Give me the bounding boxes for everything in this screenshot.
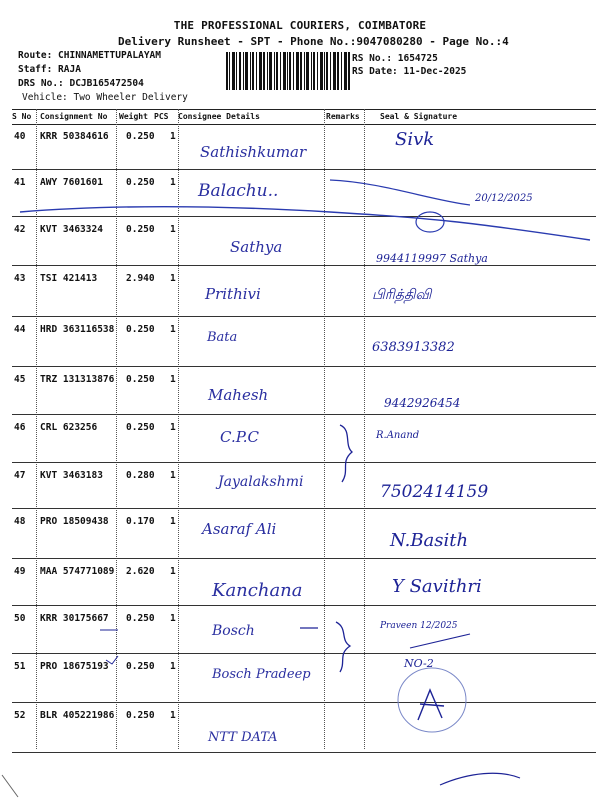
signature: Sivk bbox=[395, 129, 435, 150]
cell-weight: 0.250 bbox=[126, 422, 155, 433]
cell-weight: 0.250 bbox=[126, 324, 155, 335]
cell-pcs: 1 bbox=[170, 661, 176, 672]
cell-weight: 0.250 bbox=[126, 661, 155, 672]
rs-date: RS Date: 11-Dec-2025 bbox=[352, 66, 467, 77]
route: Route: CHINNAMETTUPALAYAM bbox=[18, 50, 161, 61]
cell-sno: 50 bbox=[14, 613, 26, 624]
cell-pcs: 1 bbox=[170, 224, 176, 235]
consignee-name: Asaraf Ali bbox=[202, 520, 277, 538]
signature: 20/12/2025 bbox=[475, 193, 533, 204]
consignee-name: Prithivi bbox=[205, 285, 261, 303]
cell-consignment: HRD 363116538 bbox=[40, 324, 115, 335]
drs-number: DRS No.: DCJB165472504 bbox=[18, 78, 144, 89]
cell-pcs: 1 bbox=[170, 422, 176, 433]
cell-pcs: 1 bbox=[170, 374, 176, 385]
cell-weight: 2.620 bbox=[126, 566, 155, 577]
col-remarks: Remarks bbox=[326, 112, 360, 121]
cell-weight: 0.250 bbox=[126, 613, 155, 624]
cell-consignment: KVT 3463324 bbox=[40, 224, 103, 235]
col-pcs: PCS bbox=[154, 112, 169, 121]
cell-sno: 48 bbox=[14, 516, 26, 527]
cell-weight: 0.250 bbox=[126, 131, 155, 142]
consignee-name: NTT DATA bbox=[208, 730, 278, 745]
cell-consignment: KVT 3463183 bbox=[40, 470, 103, 481]
runsheet-subtitle: Delivery Runsheet - SPT - Phone No.:9047080280 - Page No.:4 bbox=[118, 35, 509, 48]
cell-consignment: PRO 18675193 bbox=[40, 661, 109, 672]
consignee-name: Mahesh bbox=[208, 386, 269, 404]
col-consignment: Consignment No bbox=[40, 112, 108, 121]
signature: N.Basith bbox=[390, 530, 469, 551]
cell-pcs: 1 bbox=[170, 710, 176, 721]
signature: 7502414159 bbox=[380, 482, 489, 502]
cell-consignment: MAA 574771089 bbox=[40, 566, 115, 577]
cell-sno: 49 bbox=[14, 566, 26, 577]
col-consignee: Consignee Details bbox=[178, 112, 260, 121]
cell-pcs: 1 bbox=[170, 273, 176, 284]
staff: Staff: RAJA bbox=[18, 64, 81, 75]
cell-pcs: 1 bbox=[170, 516, 176, 527]
cell-pcs: 1 bbox=[170, 470, 176, 481]
cell-weight: 2.940 bbox=[126, 273, 155, 284]
consignee-name: Sathishkumar bbox=[200, 143, 307, 161]
cell-weight: 0.250 bbox=[126, 177, 155, 188]
cell-consignment: PRO 18509438 bbox=[40, 516, 109, 527]
cell-sno: 41 bbox=[14, 177, 26, 188]
consignee-name: Kanchana bbox=[212, 580, 303, 601]
signature: Y Savithri bbox=[392, 576, 482, 597]
cell-consignment: CRL 623256 bbox=[40, 422, 98, 433]
cell-consignment: AWY 7601601 bbox=[40, 177, 103, 188]
cell-sno: 51 bbox=[14, 661, 26, 672]
cell-sno: 45 bbox=[14, 374, 26, 385]
consignee-name: Bosch bbox=[212, 623, 255, 639]
signature: 9944119997 Sathya bbox=[376, 252, 488, 265]
col-seal: Seal & Signature bbox=[380, 112, 458, 121]
consignee-name: Bosch Pradeep bbox=[212, 667, 311, 682]
cell-sno: 40 bbox=[14, 131, 26, 142]
cell-sno: 46 bbox=[14, 422, 26, 433]
cell-weight: 0.280 bbox=[126, 470, 155, 481]
cell-sno: 47 bbox=[14, 470, 26, 481]
consignee-name: Bata bbox=[207, 330, 238, 345]
cell-weight: 0.250 bbox=[126, 710, 155, 721]
consignee-name: Sathya bbox=[230, 238, 283, 256]
cell-pcs: 1 bbox=[170, 613, 176, 624]
company-name: THE PROFESSIONAL COURIERS, COIMBATORE bbox=[173, 19, 427, 32]
cell-sno: 44 bbox=[14, 324, 26, 335]
vehicle: Vehicle: Two Wheeler Delivery bbox=[22, 92, 188, 103]
col-weight: Weight bbox=[119, 112, 148, 121]
rs-number: RS No.: 1654725 bbox=[352, 53, 438, 64]
consignee-name: C.P.C bbox=[220, 428, 260, 446]
cell-pcs: 1 bbox=[170, 131, 176, 142]
cell-consignment: KRR 50384616 bbox=[40, 131, 109, 142]
signature: NO-2 bbox=[404, 657, 434, 670]
cell-pcs: 1 bbox=[170, 324, 176, 335]
cell-weight: 0.250 bbox=[126, 224, 155, 235]
cell-weight: 0.250 bbox=[126, 374, 155, 385]
cell-pcs: 1 bbox=[170, 566, 176, 577]
cell-consignment: BLR 405221986 bbox=[40, 710, 115, 721]
col-sno: S No bbox=[12, 112, 32, 121]
cell-consignment: TSI 421413 bbox=[40, 273, 98, 284]
cell-consignment: KRR 30175667 bbox=[40, 613, 109, 624]
cell-pcs: 1 bbox=[170, 177, 176, 188]
cell-sno: 43 bbox=[14, 273, 26, 284]
consignee-name: Jayalakshmi bbox=[218, 474, 304, 490]
signature: 9442926454 bbox=[384, 396, 461, 410]
signature: 6383913382 bbox=[372, 340, 455, 355]
cell-sno: 52 bbox=[14, 710, 26, 721]
consignee-name: Balachu.. bbox=[198, 181, 279, 201]
cell-weight: 0.170 bbox=[126, 516, 155, 527]
signature: R.Anand bbox=[376, 430, 420, 441]
cell-sno: 42 bbox=[14, 224, 26, 235]
signature: Praveen 12/2025 bbox=[380, 621, 458, 631]
signature: பிரித்திவி bbox=[372, 287, 432, 303]
cell-consignment: TRZ 131313876 bbox=[40, 374, 115, 385]
